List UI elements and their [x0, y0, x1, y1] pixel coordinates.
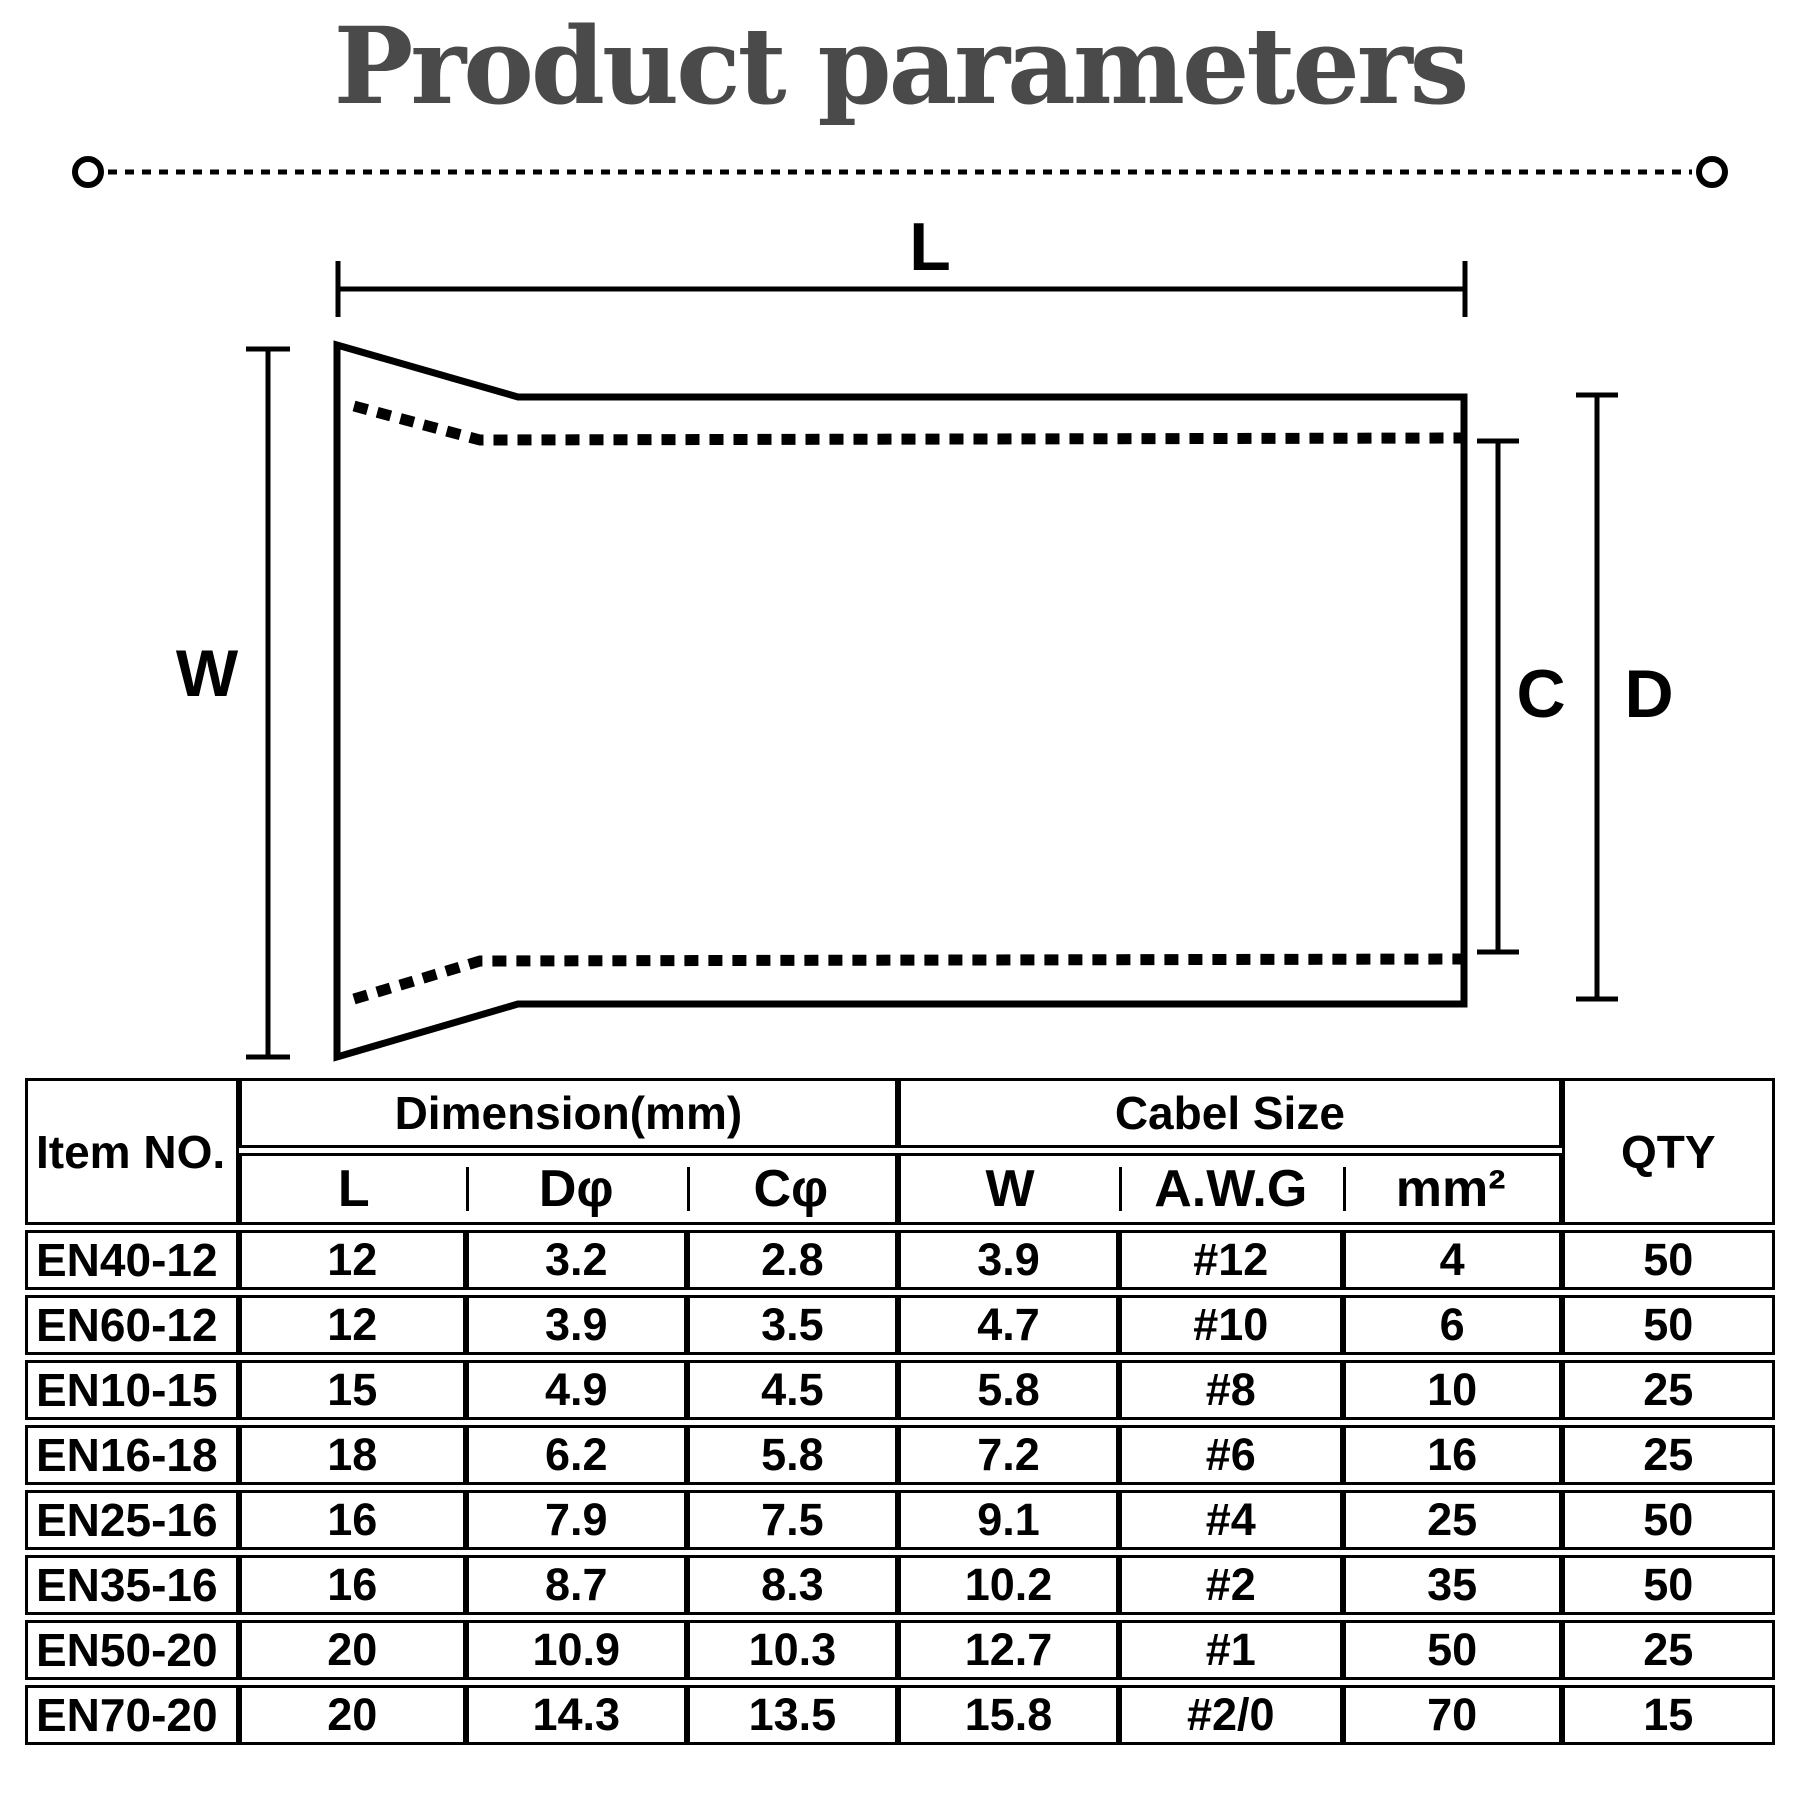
separator-end-circle-right [1699, 159, 1725, 185]
cell-item: EN60-12 [25, 1295, 239, 1355]
dimension-d [1576, 395, 1674, 999]
dimension-label-d: D [1624, 656, 1674, 732]
data-cell: 25 [1562, 1425, 1776, 1485]
data-cell: #1 [1119, 1620, 1343, 1680]
data-cell: 4.5 [687, 1360, 899, 1420]
data-cell: #10 [1119, 1295, 1343, 1355]
header-qty: QTY [1562, 1078, 1776, 1225]
dimension-c [1477, 441, 1566, 952]
separator-end-circle-left [75, 159, 101, 185]
data-cell: 9.1 [898, 1490, 1119, 1550]
ferrule-outline [337, 345, 1464, 1057]
cell-item: EN40-12 [25, 1230, 239, 1290]
dimension-w [176, 349, 290, 1057]
subheader-cphi: Cφ [687, 1153, 899, 1225]
table-row [25, 1295, 1775, 1355]
data-cell: #2/0 [1119, 1685, 1343, 1745]
header-row-groups [25, 1078, 1775, 1148]
dotted-separator [75, 159, 1725, 185]
data-cell: 12.7 [898, 1620, 1119, 1680]
data-cell: 20 [239, 1620, 467, 1680]
data-cell: 16 [1343, 1425, 1562, 1485]
dimension-l [338, 209, 1465, 317]
cell-item: EN70-20 [25, 1685, 239, 1745]
data-cell: 16 [239, 1490, 467, 1550]
data-cell: 35 [1343, 1555, 1562, 1615]
data-cell: 8.3 [687, 1555, 899, 1615]
cell-item: EN35-16 [25, 1555, 239, 1615]
data-cell: 10.9 [466, 1620, 687, 1680]
data-cell: 12 [239, 1295, 467, 1355]
data-cell: #2 [1119, 1555, 1343, 1615]
table-row [25, 1425, 1775, 1485]
data-cell: 15.8 [898, 1685, 1119, 1745]
data-cell: #4 [1119, 1490, 1343, 1550]
data-cell: 13.5 [687, 1685, 899, 1745]
bore-dotted-bottom [354, 959, 1462, 999]
header-row-sub [25, 1153, 1775, 1225]
data-cell: #8 [1119, 1360, 1343, 1420]
data-cell: 5.8 [687, 1425, 899, 1485]
data-cell: 6.2 [466, 1425, 687, 1485]
table-row [25, 1620, 1775, 1680]
spec-table [25, 1073, 1775, 1750]
data-cell: 25 [1562, 1360, 1776, 1420]
data-cell: 12 [239, 1230, 467, 1290]
header-item: Item NO. [25, 1078, 239, 1225]
data-cell: 3.2 [466, 1230, 687, 1290]
subheader-l: L [239, 1153, 467, 1225]
data-cell: 18 [239, 1425, 467, 1485]
dimension-label-l: L [909, 209, 951, 285]
cell-item: EN50-20 [25, 1620, 239, 1680]
data-cell: 2.8 [687, 1230, 899, 1290]
subheader-w: W [898, 1153, 1119, 1225]
data-cell: 6 [1343, 1295, 1562, 1355]
data-cell: 20 [239, 1685, 467, 1745]
data-cell: 50 [1562, 1490, 1776, 1550]
page-title: Product parameters [333, 3, 1467, 128]
data-cell: 70 [1343, 1685, 1562, 1745]
data-cell: 15 [239, 1360, 467, 1420]
ferrule-diagram [0, 140, 1800, 1075]
table-row [25, 1360, 1775, 1420]
data-cell: 16 [239, 1555, 467, 1615]
header-dimension-group: Dimension(mm) [239, 1078, 899, 1148]
data-cell: 50 [1343, 1620, 1562, 1680]
data-cell: 50 [1562, 1295, 1776, 1355]
dimension-label-w: W [175, 636, 239, 710]
data-cell: 14.3 [466, 1685, 687, 1745]
data-cell: 7.9 [466, 1490, 687, 1550]
spec-table-wrap [25, 1073, 1775, 1750]
dimension-label-c: C [1516, 656, 1566, 732]
data-cell: 10.3 [687, 1620, 899, 1680]
data-cell: 15 [1562, 1685, 1776, 1745]
data-cell: 3.9 [466, 1295, 687, 1355]
data-cell: 50 [1562, 1555, 1776, 1615]
table-row [25, 1685, 1775, 1745]
data-cell: 4 [1343, 1230, 1562, 1290]
subheader-mm2: mm² [1343, 1153, 1562, 1225]
header-cable-group: Cabel Size [898, 1078, 1561, 1148]
bore-dotted-top [354, 406, 1462, 440]
data-cell: 10 [1343, 1360, 1562, 1420]
data-cell: 7.2 [898, 1425, 1119, 1485]
data-cell: 4.7 [898, 1295, 1119, 1355]
data-cell: 4.9 [466, 1360, 687, 1420]
table-row [25, 1230, 1775, 1290]
data-cell: 10.2 [898, 1555, 1119, 1615]
subheader-dphi: Dφ [466, 1153, 687, 1225]
subheader-awg: A.W.G [1119, 1153, 1343, 1225]
table-row [25, 1490, 1775, 1550]
cell-item: EN16-18 [25, 1425, 239, 1485]
data-cell: 25 [1562, 1620, 1776, 1680]
data-cell: 3.5 [687, 1295, 899, 1355]
data-cell: 5.8 [898, 1360, 1119, 1420]
data-cell: 25 [1343, 1490, 1562, 1550]
data-cell: 3.9 [898, 1230, 1119, 1290]
data-cell: #6 [1119, 1425, 1343, 1485]
data-cell: 8.7 [466, 1555, 687, 1615]
cell-item: EN25-16 [25, 1490, 239, 1550]
data-cell: 50 [1562, 1230, 1776, 1290]
data-cell: #12 [1119, 1230, 1343, 1290]
cell-item: EN10-15 [25, 1360, 239, 1420]
data-cell: 7.5 [687, 1490, 899, 1550]
table-row [25, 1555, 1775, 1615]
